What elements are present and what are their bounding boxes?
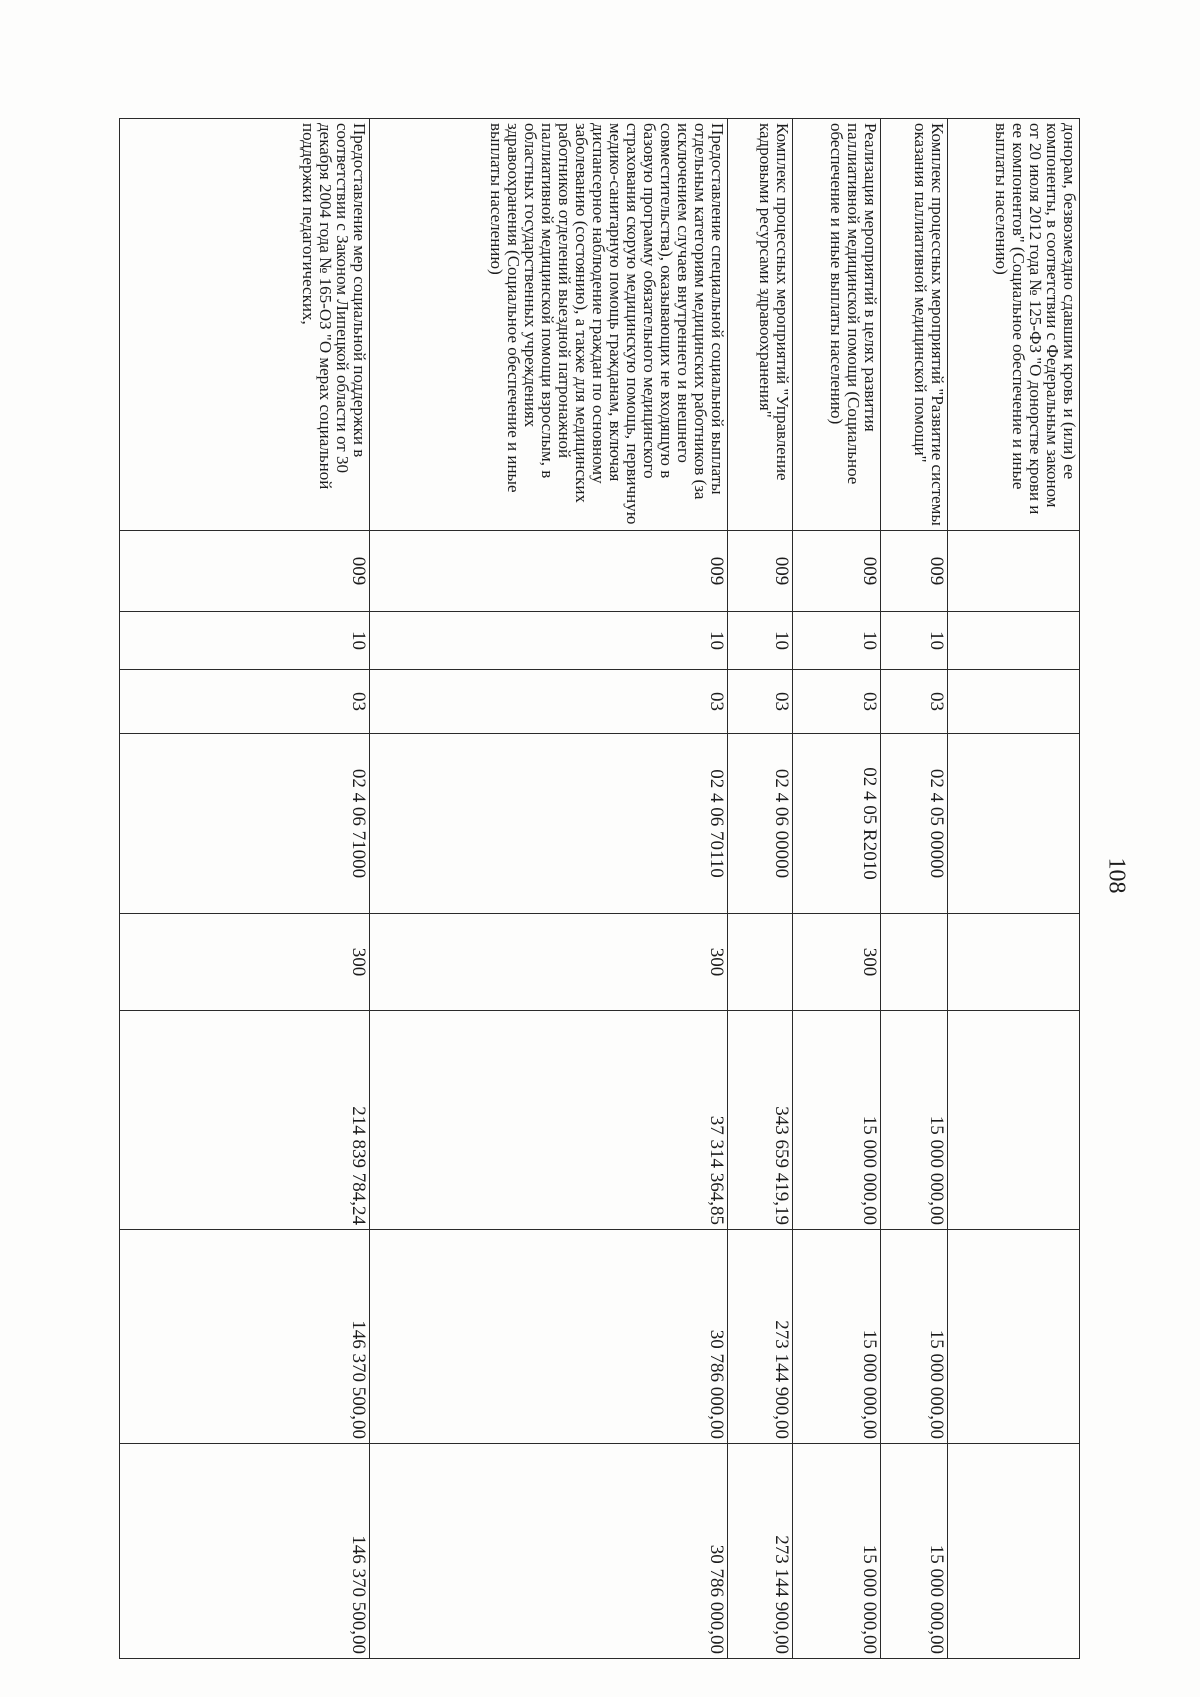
row-description: Комплекс процессных мероприятий "Управление кадровыми ресурсами здравоохранения" bbox=[728, 119, 793, 531]
amount-year-3 bbox=[948, 1444, 1080, 1659]
expense-type-code bbox=[881, 914, 948, 1011]
page-number: 108 bbox=[1103, 857, 1130, 894]
ministry-code: 009 bbox=[793, 531, 881, 612]
amount-year-1: 343 659 419,19 bbox=[728, 1011, 793, 1230]
subsection-code: 03 bbox=[881, 670, 948, 734]
amount-year-2: 15 000 000,00 bbox=[881, 1230, 948, 1444]
amount-year-1: 15 000 000,00 bbox=[793, 1011, 881, 1230]
amount-year-2: 15 000 000,00 bbox=[793, 1230, 881, 1444]
section-code: 10 bbox=[881, 612, 948, 670]
row-description: донорам, безвозмездно сдавшим кровь и (или) ее компоненты, в соответствии с Федеральным законом от 20 июля 2012 года № 125-ФЗ "О донорстве крови и ее компонентов" (Социальное обеспечение и иные выплаты населению) bbox=[948, 119, 1080, 531]
target-article-code bbox=[948, 734, 1080, 914]
ministry-code: 009 bbox=[370, 531, 728, 612]
section-code bbox=[948, 612, 1080, 670]
target-article-code: 02 4 06 00000 bbox=[728, 734, 793, 914]
target-article-code: 02 4 05 00000 bbox=[881, 734, 948, 914]
table-row bbox=[881, 119, 948, 1659]
amount-year-2: 146 370 500,00 bbox=[120, 1230, 370, 1444]
section-code: 10 bbox=[728, 612, 793, 670]
table-row bbox=[728, 119, 793, 1659]
amount-year-3: 15 000 000,00 bbox=[881, 1444, 948, 1659]
ministry-code: 009 bbox=[881, 531, 948, 612]
expense-type-code bbox=[728, 914, 793, 1011]
row-description: Комплекс процессных мероприятий "Развитие системы оказания паллиативной медицинской помощи" bbox=[881, 119, 948, 531]
row-description: Предоставление мер социальной поддержки в соответствии с Законом Липецкой области от 30 декабря 2004 года № 165-ОЗ "О мерах социальной поддержки педагогических, bbox=[120, 119, 370, 531]
amount-year-1 bbox=[948, 1011, 1080, 1230]
row-description: Предоставление специальной социальной выплаты отдельным категориям медицинских работников (за исключением случаев внутреннего и внешнего совместительства), оказывающих не входящую в базовую программу обязательного медицинского страхования скорую медицинскую помощь, первичную медико-санитарную помощь гражданам, включая диспансерное наблюдение граждан по основному заболеванию (состоянию), а также для медицинских работников отделений выездной патронажной паллиативной медицинской помощи взрослым, в областных государственных учреждениях здравоохранения (Социальное обеспечение и иные выплаты населению) bbox=[370, 119, 728, 531]
amount-year-3: 15 000 000,00 bbox=[793, 1444, 881, 1659]
table-row bbox=[793, 119, 881, 1659]
amount-year-1: 214 839 784,24 bbox=[120, 1011, 370, 1230]
expense-type-code: 300 bbox=[793, 914, 881, 1011]
amount-year-2: 30 786 000,00 bbox=[370, 1230, 728, 1444]
section-code: 10 bbox=[120, 612, 370, 670]
table-row bbox=[948, 119, 1080, 1659]
target-article-code: 02 4 05 R2010 bbox=[793, 734, 881, 914]
table-row bbox=[120, 119, 370, 1659]
expense-type-code: 300 bbox=[120, 914, 370, 1011]
ministry-code: 009 bbox=[728, 531, 793, 612]
target-article-code: 02 4 06 71000 bbox=[120, 734, 370, 914]
ministry-code: 009 bbox=[120, 531, 370, 612]
ministry-code bbox=[948, 531, 1080, 612]
amount-year-1: 15 000 000,00 bbox=[881, 1011, 948, 1230]
amount-year-2 bbox=[948, 1230, 1080, 1444]
subsection-code: 03 bbox=[370, 670, 728, 734]
subsection-code bbox=[948, 670, 1080, 734]
amount-year-1: 37 314 364,85 bbox=[370, 1011, 728, 1230]
amount-year-3: 273 144 900,00 bbox=[728, 1444, 793, 1659]
target-article-code: 02 4 06 70110 bbox=[370, 734, 728, 914]
amount-year-3: 30 786 000,00 bbox=[370, 1444, 728, 1659]
amount-year-2: 273 144 900,00 bbox=[728, 1230, 793, 1444]
budget-table bbox=[119, 118, 1080, 1659]
budget-table-sheet bbox=[120, 118, 1080, 1658]
row-description: Реализация мероприятий в целях развития паллиативной медицинской помощи (Социальное обеспечение и иные выплаты населению) bbox=[793, 119, 881, 531]
expense-type-code bbox=[948, 914, 1080, 1011]
section-code: 10 bbox=[370, 612, 728, 670]
subsection-code: 03 bbox=[728, 670, 793, 734]
expense-type-code: 300 bbox=[370, 914, 728, 1011]
subsection-code: 03 bbox=[793, 670, 881, 734]
table-row bbox=[370, 119, 728, 1659]
amount-year-3: 146 370 500,00 bbox=[120, 1444, 370, 1659]
section-code: 10 bbox=[793, 612, 881, 670]
subsection-code: 03 bbox=[120, 670, 370, 734]
